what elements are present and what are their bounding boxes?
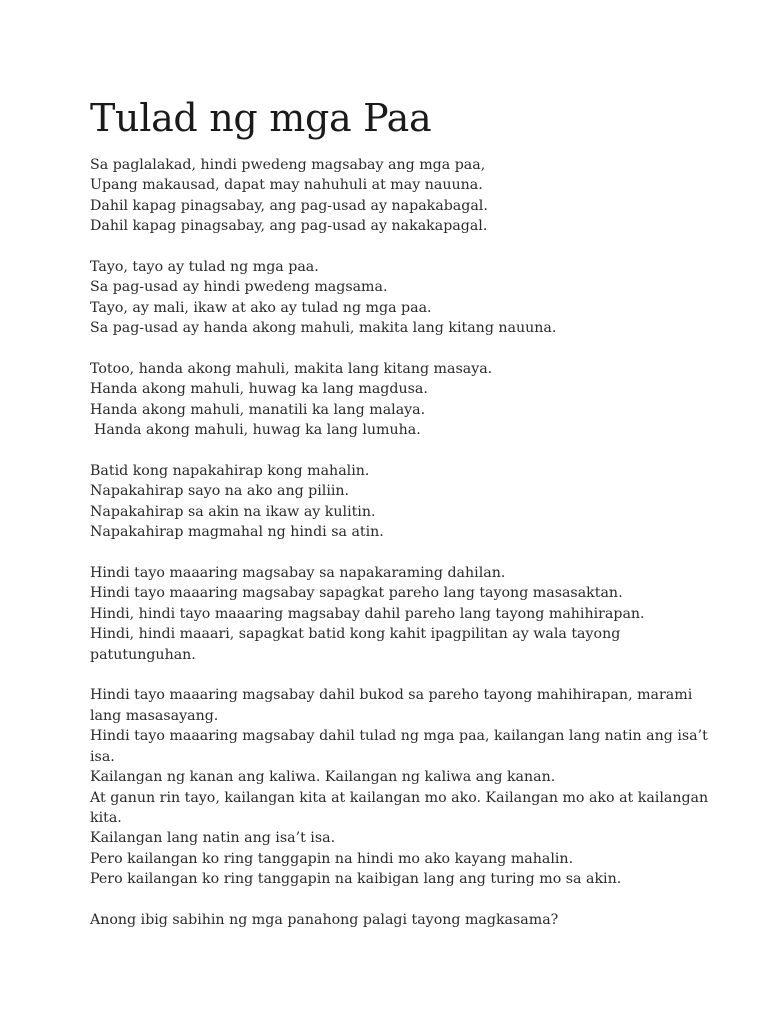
poem-line: Totoo, handa akong mahuli, makita lang kitang masaya. xyxy=(90,361,493,378)
poem-line: Napakahirap sayo na ako ang piliin. xyxy=(90,483,350,500)
poem-line: Handa akong mahuli, huwag ka lang magdusa. xyxy=(90,381,428,398)
poem-line: Dahil kapag pinagsabay, ang pag-usad ay nakakapagal. xyxy=(90,218,488,235)
poem-line: Hindi tayo maaaring magsabay sapagkat pareho lang tayong masasaktan. xyxy=(90,585,623,602)
poem-line: Anong ibig sabihin ng mga panahong palagi tayong magkasama? xyxy=(90,911,559,928)
poem-line: Napakahirap magmahal ng hindi sa atin. xyxy=(90,524,384,541)
poem-body xyxy=(90,155,710,951)
poem-line: Hindi, hindi maaari, sapagkat batid kong kahit ipagpilitan ay wala tayong patutunguhan. xyxy=(90,626,621,663)
poem-line: Batid kong napakahirap kong mahalin. xyxy=(90,463,370,480)
poem-line: Dahil kapag pinagsabay, ang pag-usad ay napakabagal. xyxy=(90,197,488,214)
stanza-1 xyxy=(90,155,710,237)
stanza-2 xyxy=(90,257,710,339)
poem-line: Pero kailangan ko ring tanggapin na hindi mo ako kayang mahalin. xyxy=(90,850,574,867)
poem-line: Upang makausad, dapat may nahuhuli at may nauuna. xyxy=(90,177,483,194)
poem-line: Hindi tayo maaaring magsabay sa napakaraming dahilan. xyxy=(90,565,506,582)
poem-line: Pero kailangan ko ring tanggapin na kaibigan lang ang turing mo sa akin. xyxy=(90,871,622,888)
stanza-5 xyxy=(90,563,710,665)
stanza-6 xyxy=(90,685,710,889)
poem-line: Hindi tayo maaaring magsabay dahil bukod sa pareho tayong mahihirapan, marami lang masasayang. xyxy=(90,687,693,724)
stanza-4 xyxy=(90,461,710,543)
poem-line: Handa akong mahuli, huwag ka lang lumuha. xyxy=(94,422,421,439)
poem-line: Sa pag-usad ay hindi pwedeng magsama. xyxy=(90,279,388,296)
poem-line: Sa pag-usad ay handa akong mahuli, makita lang kitang nauuna. xyxy=(90,320,557,337)
poem-line: At ganun rin tayo, kailangan kita at kailangan mo ako. Kailangan mo ako at kailangan kita. xyxy=(90,789,709,826)
stanza-7 xyxy=(90,910,710,930)
poem-title: Tulad ng mga Paa xyxy=(90,96,432,140)
poem-line: Handa akong mahuli, manatili ka lang malaya. xyxy=(90,401,426,418)
poem-line: Sa paglalakad, hindi pwedeng magsabay ang mga paa, xyxy=(90,157,486,173)
stanza-3 xyxy=(90,359,710,441)
poem-line: Kailangan lang natin ang isa’t isa. xyxy=(90,830,336,847)
poem-line: Tayo, tayo ay tulad ng mga paa. xyxy=(90,259,319,276)
poem-line: Kailangan ng kanan ang kaliwa. Kailangan ng kaliwa ang kanan. xyxy=(90,769,556,786)
poem-line: Tayo, ay mali, ikaw at ako ay tulad ng mga paa. xyxy=(90,299,432,316)
poem-line: Hindi, hindi tayo maaaring magsabay dahil pareho lang tayong mahihirapan. xyxy=(90,605,645,622)
poem-line: Hindi tayo maaaring magsabay dahil tulad ng mga paa, kailangan lang natin ang isa’t isa. xyxy=(90,728,708,765)
poem-line: Napakahirap sa akin na ikaw ay kulitin. xyxy=(90,503,376,520)
